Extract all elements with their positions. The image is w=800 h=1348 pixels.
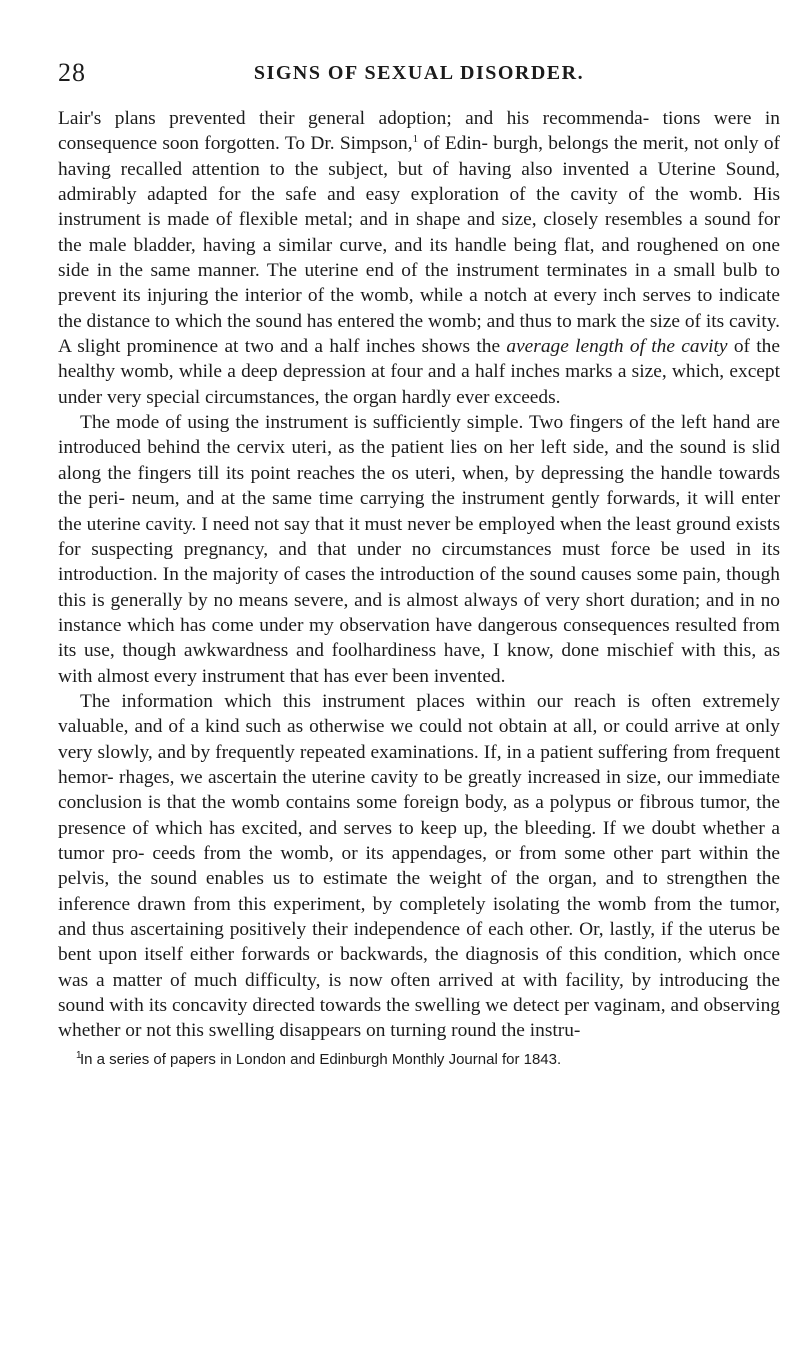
paragraph-3: The information which this instrument places within our reach is often extremely valuable, and of a kind such as otherwise we could not obtain at all, or could arrive at only very slowly, and by frequently repeated examinations. If, in a patient suffering from frequent hemor- rhages, we ascertain the uterine cavity to be greatly increased in size, our immediate conclusion is that the womb contains some foreign body, as a polypus or fibrous tumor, the presence of which has excited, and serves to keep up, the bleeding. If we doubt whether a tumor pro- ceeds from the womb, or its appendages, or from some other part within the pelvis, the sound enables us to estimate the weight of the organ, and to strengthen the inference drawn from this experiment, by completely isolating the womb from the tumor, and thus ascertaining positively their independence of each other. Or, lastly, if the uterus be bent upon itself either forwards or backwards, the diagnosis of this condition, which once was a matter of much difficulty, is now often arrived at with facility, by introducing the sound with its concavity directed towards the swelling we detect per vaginam, and observing whether or not this swelling disappears on turning round the instru-	[58, 690, 780, 1042]
running-head: SIGNS OF SEXUAL DISORDER.	[253, 62, 585, 84]
body-text	[58, 106, 780, 1044]
emphasized-phrase: average length of the cavity	[506, 336, 728, 358]
paragraph-1-text-a: Lair's plans prevented their general adoption; and his recommenda- tions were in consequence soon forgotten. To Dr. Simpson,	[58, 108, 780, 155]
paragraph-1	[58, 106, 780, 410]
footnote-reference: 1	[412, 133, 419, 146]
footnote-mark: 1	[76, 1049, 82, 1061]
footnote-text: In a series of papers in London and Edinburgh Monthly Journal for 1843.	[80, 1050, 562, 1068]
page-header	[58, 58, 780, 88]
paragraph-1-text-c: of the healthy womb, while a deep depression at four and a half inches marks a size, which, except under very special circumstances, the organ hardly ever exceeds.	[58, 336, 780, 408]
paragraph-2: The mode of using the instrument is sufficiently simple. Two fingers of the left hand are introduced behind the cervix uteri, as the patient lies on her left side, and the sound is slid along the fingers till its point reaches the os uteri, when, by depressing the handle towards the peri- neum, and at the same time carrying the instrument gently forwards, it will enter the uterine cavity. I need not say that it must never be employed when the least ground exists for suspecting pregnancy, and that under no circumstances must force be used in its introduction. In the majority of cases the introduction of the sound causes some pain, though this is generally by no means severe, and is almost always of very short duration; and in no instance which has come under my observation have dangerous consequences resulted from its use, though awkwardness and foolhardiness have, I know, done mischief with this, as with almost every instrument that has ever been invented.	[58, 412, 780, 687]
footnote	[58, 1050, 780, 1070]
book-page	[58, 58, 780, 1070]
paragraph-1-text-b: of Edin- burgh, belongs the merit, not only of having recalled attention to the subject, but of having also invented a Uterine Sound, admirably adapted for the safe and easy exploration of the cavity of the womb. His instrument is made of flexible metal; and in shape and size, closely resembles a sound for the male bladder, having a similar curve, and its handle being flat, and roughened on one side in the same manner. The uterine end of the instrument terminates in a small bulb to prevent its injuring the interior of the womb, while a notch at every inch serves to indicate the distance to which the sound has entered the womb; and thus to mark the size of its cavity. A slight prominence at two and a half inches shows the	[58, 133, 780, 358]
page-number: 28	[58, 58, 86, 87]
